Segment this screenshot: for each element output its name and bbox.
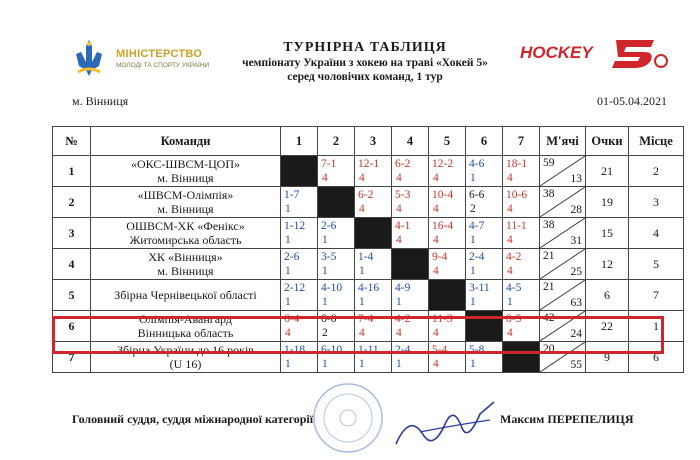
match-cell	[466, 156, 503, 187]
match-score: 12-1	[358, 158, 380, 170]
row-number: 6	[53, 311, 91, 342]
team-name: ОШВСМ-ХК «Фенікс»	[126, 219, 245, 233]
goals-against: 63	[570, 297, 582, 309]
team-region: м. Вінниця	[157, 202, 214, 216]
col-5: 5	[429, 127, 466, 156]
match-score: 6-2	[358, 189, 374, 201]
hockey5s-logo	[520, 36, 670, 70]
row-number: 2	[53, 187, 91, 218]
match-points: 1	[285, 358, 291, 370]
match-points: 4	[433, 358, 439, 370]
total-points: 9	[586, 342, 629, 373]
team-cell	[91, 156, 281, 187]
match-cell	[392, 218, 429, 249]
match-score: 9-4	[432, 251, 448, 263]
col-1: 1	[281, 127, 318, 156]
match-points: 1	[396, 296, 402, 308]
match-points: 1	[359, 358, 365, 370]
goals-cell	[540, 218, 586, 249]
goals-against: 55	[570, 359, 582, 371]
col-2: 2	[318, 127, 355, 156]
ministry-title: МІНІСТЕРСТВО	[116, 48, 203, 60]
match-points: 1	[285, 234, 291, 246]
match-points: 4	[433, 234, 439, 246]
match-score: 5-3	[395, 189, 411, 201]
match-cell	[355, 156, 392, 187]
judge-title: Головний суддя, суддя міжнародної категорії	[72, 412, 314, 426]
table-row	[53, 249, 684, 280]
team-cell	[91, 249, 281, 280]
match-score: 18-1	[506, 158, 528, 170]
match-points: 1	[507, 296, 513, 308]
table-row	[53, 156, 684, 187]
goals-against: 13	[570, 173, 582, 185]
match-points: 4	[359, 327, 365, 339]
match-points: 1	[396, 358, 402, 370]
match-points: 4	[433, 172, 439, 184]
total-points: 19	[586, 187, 629, 218]
official-stamp	[300, 380, 396, 456]
match-cell	[503, 249, 540, 280]
city-label: м. Вінниця	[72, 94, 129, 108]
match-points: 1	[470, 234, 476, 246]
match-score: 12-2	[432, 158, 454, 170]
goals-cell	[540, 187, 586, 218]
match-cell	[318, 249, 355, 280]
col-teams: Команди	[91, 127, 281, 156]
match-score: 1-11	[358, 344, 379, 356]
match-points: 1	[322, 358, 328, 370]
match-score: 7-4	[358, 313, 374, 325]
match-cell	[503, 218, 540, 249]
team-region: Житомирська область	[129, 233, 242, 247]
match-cell	[429, 187, 466, 218]
team-cell	[91, 280, 281, 311]
col-6: 6	[466, 127, 503, 156]
match-points: 4	[433, 265, 439, 277]
trident-icon	[72, 38, 106, 78]
col-balls: М'ячі	[540, 127, 586, 156]
goals-against: 25	[570, 266, 582, 278]
date-label: 01-05.04.2021	[597, 94, 667, 108]
match-score: 8-5	[506, 313, 522, 325]
match-score: 4-16	[358, 282, 380, 294]
match-score: 11-3	[432, 313, 453, 325]
match-points: 4	[433, 327, 439, 339]
place: 7	[629, 280, 684, 311]
match-score: 5-8	[469, 344, 485, 356]
goals-for: 21	[543, 281, 555, 293]
place: 6	[629, 342, 684, 373]
table-row	[53, 218, 684, 249]
match-score: 2-6	[321, 220, 337, 232]
match-score: 1-18	[284, 344, 306, 356]
match-points: 1	[470, 265, 476, 277]
team-name: «ОКС-ШВСМ-ЦОП»	[131, 157, 240, 171]
match-cell	[281, 218, 318, 249]
goals-against: 31	[570, 235, 582, 247]
match-score: 2-4	[469, 251, 485, 263]
match-cell	[429, 249, 466, 280]
match-cell	[466, 187, 503, 218]
team-name: Збірна України до 16 років	[117, 343, 254, 357]
match-cell	[429, 218, 466, 249]
team-region: м. Вінниця	[157, 264, 214, 278]
match-score: 1-12	[284, 220, 306, 232]
match-points: 1	[285, 265, 291, 277]
match-cell	[355, 187, 392, 218]
row-number: 3	[53, 218, 91, 249]
match-cell	[281, 249, 318, 280]
match-points: 4	[507, 203, 513, 215]
match-cell	[392, 156, 429, 187]
match-points: 1	[322, 296, 328, 308]
match-points: 4	[396, 234, 402, 246]
place: 5	[629, 249, 684, 280]
col-7: 7	[503, 127, 540, 156]
match-score: 16-4	[432, 220, 454, 232]
team-name: «ШВСМ-Олімпія»	[137, 188, 234, 202]
championship-line: чемпіонату України з хокею на траві «Хокей 5»	[242, 57, 488, 69]
row-number: 1	[53, 156, 91, 187]
goals-cell	[540, 280, 586, 311]
team-region: Вінницька область	[137, 326, 234, 340]
row-number: 7	[53, 342, 91, 373]
goals-for: 38	[543, 188, 555, 200]
document-title: ТУРНІРНА ТАБЛИЦЯ	[283, 40, 447, 55]
match-score: 1-4	[358, 251, 374, 263]
match-cell	[503, 187, 540, 218]
match-score: 4-5	[506, 282, 522, 294]
match-score: 6-10	[321, 344, 343, 356]
diagonal-cell	[355, 218, 392, 249]
team-name: Олімпія-Авангард	[139, 312, 232, 326]
goals-for: 59	[543, 157, 555, 169]
match-points: 4	[507, 234, 513, 246]
col-points: Очки	[586, 127, 629, 156]
team-cell	[91, 187, 281, 218]
match-points: 4	[396, 327, 402, 339]
match-points: 2	[470, 203, 476, 215]
match-cell	[355, 280, 392, 311]
match-cell	[318, 156, 355, 187]
match-points: 1	[359, 296, 365, 308]
match-score: 4-9	[395, 282, 411, 294]
match-points: 1	[359, 265, 365, 277]
match-score: 7-1	[321, 158, 337, 170]
match-cell	[503, 280, 540, 311]
goals-for: 42	[543, 312, 555, 324]
place: 1	[629, 311, 684, 342]
goals-cell	[540, 249, 586, 280]
match-cell	[355, 249, 392, 280]
match-points: 4	[507, 327, 513, 339]
match-score: 4-10	[321, 282, 343, 294]
col-num: №	[53, 127, 91, 156]
match-score: 3-11	[469, 282, 490, 294]
diagonal-cell	[392, 249, 429, 280]
table-row	[53, 187, 684, 218]
total-points: 22	[586, 311, 629, 342]
place: 4	[629, 218, 684, 249]
team-region: м. Вінниця	[157, 171, 214, 185]
match-score: 4-7	[469, 220, 485, 232]
match-cell	[318, 218, 355, 249]
match-points: 4	[396, 172, 402, 184]
match-points: 1	[470, 172, 476, 184]
match-points: 4	[507, 265, 513, 277]
place: 3	[629, 187, 684, 218]
match-score: 6-6	[321, 313, 337, 325]
match-points: 1	[470, 358, 476, 370]
col-3: 3	[355, 127, 392, 156]
match-score: 10-6	[506, 189, 528, 201]
match-points: 4	[507, 172, 513, 184]
match-score: 6-6	[469, 189, 485, 201]
match-cell	[392, 187, 429, 218]
total-points: 15	[586, 218, 629, 249]
ministry-subtitle: МОЛОДІ ТА СПОРТУ УКРАЇНИ	[116, 62, 210, 69]
diagonal-cell	[318, 187, 355, 218]
goals-against: 24	[570, 328, 582, 340]
match-cell	[466, 280, 503, 311]
match-points: 1	[322, 265, 328, 277]
match-score: 10-4	[432, 189, 454, 201]
total-points: 6	[586, 280, 629, 311]
match-cell	[281, 187, 318, 218]
match-score: 4-2	[395, 313, 411, 325]
goals-for: 21	[543, 250, 555, 262]
col-place: Місце	[629, 127, 684, 156]
match-cell	[466, 218, 503, 249]
judge-name: Максим ПЕРЕПЕЛИЦЯ	[500, 412, 634, 426]
match-points: 1	[285, 203, 291, 215]
match-cell	[429, 156, 466, 187]
ministry-logo	[72, 38, 222, 78]
match-score: 6-4	[284, 313, 300, 325]
team-name: Збірна Чернівецької області	[114, 288, 257, 302]
match-cell	[503, 156, 540, 187]
match-points: 4	[396, 203, 402, 215]
document-header	[215, 40, 515, 84]
team-region: (U 16)	[169, 357, 202, 371]
goals-against: 28	[570, 204, 582, 216]
total-points: 12	[586, 249, 629, 280]
match-points: 1	[470, 296, 476, 308]
diagonal-cell	[281, 156, 318, 187]
team-name: ХК «Вінниця»	[148, 250, 223, 264]
match-points: 2	[322, 327, 328, 339]
highlight-frame	[52, 316, 664, 354]
match-points: 4	[433, 203, 439, 215]
match-points: 4	[285, 327, 291, 339]
goals-cell	[540, 156, 586, 187]
tour-line: серед чоловічих команд, 1 тур	[287, 71, 443, 83]
goals-for: 38	[543, 219, 555, 231]
match-score: 2-6	[284, 251, 300, 263]
match-score: 4-6	[469, 158, 485, 170]
match-score: 1-7	[284, 189, 300, 201]
match-cell	[281, 280, 318, 311]
match-cell	[392, 280, 429, 311]
match-points: 4	[359, 172, 365, 184]
match-points: 1	[322, 234, 328, 246]
place: 2	[629, 156, 684, 187]
table-header-row	[53, 127, 684, 156]
match-points: 4	[322, 172, 328, 184]
col-4: 4	[392, 127, 429, 156]
hockey-brand-text: HOCKEY	[520, 43, 593, 62]
match-score: 2-4	[395, 344, 411, 356]
signature	[390, 392, 500, 452]
row-number: 5	[53, 280, 91, 311]
match-score: 11-1	[506, 220, 527, 232]
diagonal-cell	[429, 280, 466, 311]
match-score: 6-2	[395, 158, 411, 170]
goals-for: 20	[543, 343, 555, 355]
team-cell	[91, 218, 281, 249]
match-points: 1	[285, 296, 291, 308]
match-score: 2-12	[284, 282, 306, 294]
total-points: 21	[586, 156, 629, 187]
match-cell	[466, 249, 503, 280]
match-points: 4	[359, 203, 365, 215]
match-score: 4-1	[395, 220, 411, 232]
row-number: 4	[53, 249, 91, 280]
match-score: 4-2	[506, 251, 522, 263]
match-cell	[318, 280, 355, 311]
match-score: 3-5	[321, 251, 337, 263]
table-row	[53, 280, 684, 311]
match-score: 5-4	[432, 344, 448, 356]
